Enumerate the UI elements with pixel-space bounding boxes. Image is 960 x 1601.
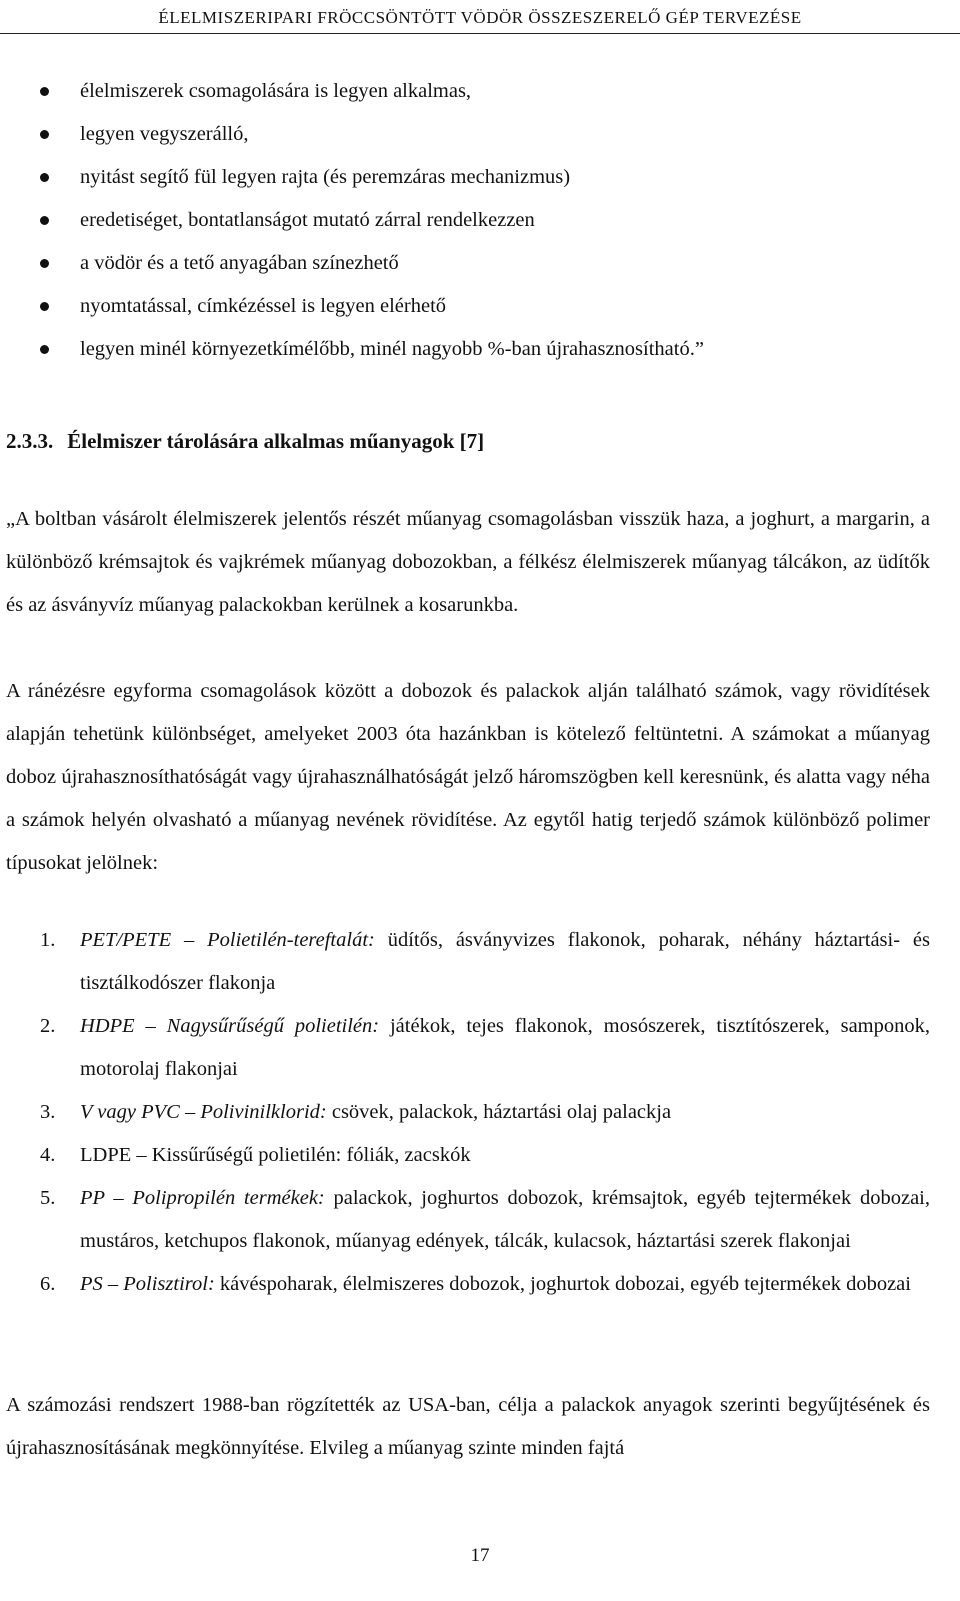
plastic-uses: fóliák, zacskók (341, 1144, 471, 1166)
list-item-text: legyen minél környezetkímélőbb, minél nagyobb %-ban újrahasznosítható.” (80, 338, 704, 360)
closing-paragraph: A számozási rendszert 1988-ban rögzítették az USA-ban, célja a palackok anyagok szerinti begyűjtésének és újrahasznosításának megkönnyítése. Elvileg a műanyag szinte minden fajtá (6, 1394, 930, 1459)
plastic-name: HDPE – Nagysűrűségű polietilén: (80, 1015, 380, 1037)
list-item-text: a vödör és a tető anyagában színezhető (80, 252, 399, 274)
bullet-icon (40, 173, 49, 182)
plastic-name: LDPE – Kissűrűségű polietilén: (80, 1144, 342, 1166)
list-item (0, 285, 960, 328)
page-number: 17 (470, 1545, 490, 1566)
plastic-name: PP – Polipropilén termékek: (80, 1187, 325, 1209)
list-item (0, 199, 960, 242)
plastic-uses: palackok, joghurtos dobozok, krémsajtok, egyéb tejtermékek dobozai, mustáros, ketchupos flakonok, műanyag edények, tálcák, kulacsok, háztartási szerek flakonjai (80, 1187, 930, 1252)
list-index: 1. (40, 929, 56, 951)
requirements-bullet-list (0, 70, 960, 371)
bullet-icon (40, 216, 49, 225)
list-item (0, 70, 960, 113)
list-item (0, 328, 960, 371)
list-item-text: eredetiséget, bontatlanságot mutató zárral rendelkezzen (80, 209, 535, 231)
list-index: 5. (40, 1187, 56, 1209)
list-index: 3. (40, 1101, 56, 1123)
list-item (0, 919, 960, 1005)
section-title: Élelmiszer tárolására alkalmas műanyagok [7] (67, 429, 485, 453)
plastic-uses: üdítős, ásványvizes flakonok, poharak, néhány háztartási- és tisztálkodószer flakonja (80, 929, 930, 994)
bullet-icon (40, 345, 49, 354)
list-item (0, 1005, 960, 1091)
section-heading (6, 429, 484, 454)
intro-paragraph: „A boltban vásárolt élelmiszerek jelentős részét műanyag csomagolásban visszük haza, a joghurt, a margarin, a különböző krémsajtok és vajkrémek műanyag dobozokban, a félkész élelmiszerek műanyag tálcákon, az üdítők és az ásványvíz műanyag palackokban kerülnek a kosarunkba. (6, 508, 930, 616)
list-item (0, 1263, 960, 1306)
list-item-text: élelmiszerek csomagolására is legyen alkalmas, (80, 80, 472, 102)
running-header: ÉLELMISZERIPARI FRÖCCSÖNTÖTT VÖDÖR ÖSSZESZERELŐ GÉP TERVEZÉSE (158, 8, 802, 27)
list-index: 4. (40, 1144, 56, 1166)
list-item (0, 113, 960, 156)
list-item (0, 242, 960, 285)
list-item-text: nyomtatással, címkézéssel is legyen elérhető (80, 295, 447, 317)
list-index: 2. (40, 1015, 56, 1037)
plastic-types-list (0, 919, 960, 1306)
list-item (0, 156, 960, 199)
list-item-text: legyen vegyszerálló, (80, 123, 249, 145)
plastic-name: V vagy PVC – Polivinilklorid: (80, 1101, 327, 1123)
plastic-name: PET/PETE – Polietilén-tereftalát: (80, 929, 375, 951)
plastic-uses: játékok, tejes flakonok, mosószerek, tisztítószerek, samponok, motorolaj flakonjai (80, 1015, 930, 1080)
list-item (0, 1091, 960, 1134)
bullet-icon (40, 259, 49, 268)
header-rule (0, 33, 960, 34)
bullet-icon (40, 87, 49, 96)
bullet-icon (40, 302, 49, 311)
section-number: 2.3.3. (6, 429, 54, 453)
bullet-icon (40, 130, 49, 139)
list-item (0, 1177, 960, 1263)
plastic-uses: csövek, palackok, háztartási olaj palackja (326, 1101, 672, 1123)
plastic-name: PS – Polisztirol: (80, 1273, 215, 1295)
list-item (0, 1134, 960, 1177)
numbering-paragraph: A ránézésre egyforma csomagolások között a dobozok és palackok alján található számok, vagy rövidítések alapján tehetünk különbséget, amelyeket 2003 óta hazánkban is kötelező feltüntetni. A számokat a műanyag doboz újrahasznosíthatóságát vagy újrahasználhatóságát jelző háromszögben kell keresnünk, és alatta vagy néha a számok helyén olvasható a műanyag nevének rövidítése. Az egytől hatig terjedő számok különböző polimer típusokat jelölnek: (6, 680, 930, 874)
plastic-uses: kávéspoharak, élelmiszeres dobozok, joghurtok dobozai, egyéb tejtermékek dobozai (214, 1273, 911, 1295)
list-index: 6. (40, 1273, 56, 1295)
list-item-text: nyitást segítő fül legyen rajta (és peremzáras mechanizmus) (80, 166, 571, 188)
